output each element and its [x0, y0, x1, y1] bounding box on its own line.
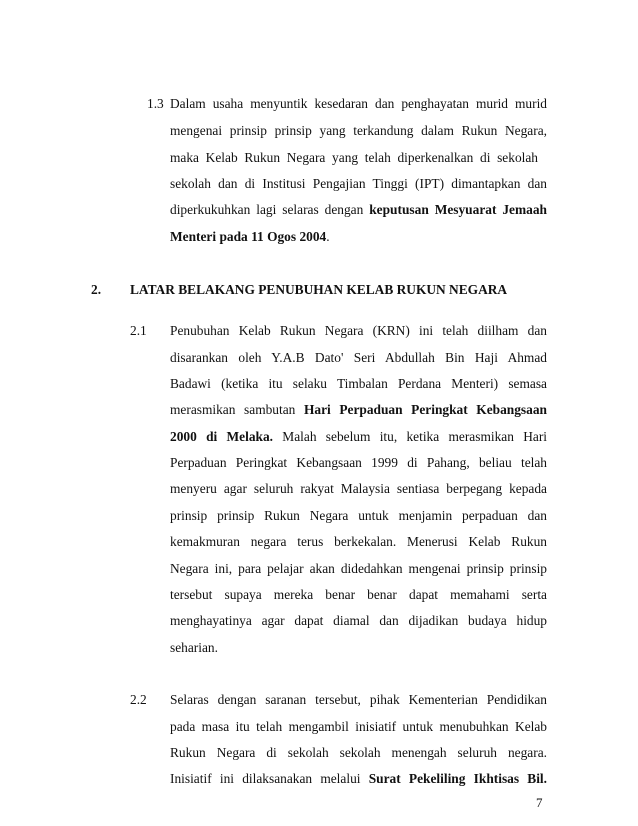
section-2-2-number: 2.2	[130, 692, 147, 707]
section-2-1-line-3: Badawi (ketika itu selaku Timbalan Perdana Menteri) semasa	[170, 376, 547, 391]
page-number: 7	[536, 795, 543, 810]
section-2-1-line-4	[170, 402, 547, 418]
section-2-1-line-10: Negara ini, para pelajar akan didedahkan mengenai prinsip prinsip	[170, 561, 547, 576]
line-text: Malah sebelum itu, ketika merasmikan Hari	[273, 429, 547, 444]
line-text: diperkukuhkan lagi selaras dengan	[170, 202, 370, 217]
section-1-3-line-2: mengenai prinsip prinsip yang terkandung dalam Rukun Negara,	[170, 123, 547, 138]
section-2-2-line-4	[170, 771, 547, 787]
section-2-1-line-11: tersebut supaya mereka benar benar dapat memahami serta	[170, 587, 547, 602]
bold-text: Surat Pekeliling Ikhtisas Bil.	[368, 771, 547, 786]
section-2-1-number: 2.1	[130, 323, 147, 338]
bold-text: Menteri pada 11 Ogos 2004	[170, 229, 327, 244]
section-2-1-line-7: menyeru agar seluruh rakyat Malaysia sentiasa berpegang kepada	[170, 481, 547, 496]
section-2-1-line-2: disarankan oleh Y.A.B Dato' Seri Abdullah Bin Haji Ahmad	[170, 350, 547, 365]
line-text: merasmikan sambutan	[170, 402, 304, 417]
line-text: Inisiatif ini dilaksanakan melalui	[170, 771, 369, 786]
section-2-heading: LATAR BELAKANG PENUBUHAN KELAB RUKUN NEGARA	[130, 282, 508, 297]
section-1-3-number: 1.3	[147, 96, 164, 111]
section-2-1-line-8: prinsip prinsip Rukun Negara untuk menjamin perpaduan dan	[170, 508, 547, 523]
section-2-1-line-6: Perpaduan Peringkat Kebangsaan 1999 di Pahang, beliau telah	[170, 455, 547, 470]
section-2-2-line-1: Selaras dengan saranan tersebut, pihak Kementerian Pendidikan	[170, 692, 547, 707]
section-1-3-line-5	[170, 202, 547, 218]
section-2-1-line-1: Penubuhan Kelab Rukun Negara (KRN) ini telah diilham dan	[170, 323, 547, 338]
section-1-3-line-1: Dalam usaha menyuntik kesedaran dan penghayatan murid murid	[170, 96, 547, 111]
section-2-2-line-3: Rukun Negara di sekolah sekolah menengah seluruh negara.	[170, 745, 547, 760]
section-1-3-line-4: sekolah dan di Institusi Pengajian Tinggi (IPT) dimantapkan dan	[170, 176, 547, 191]
section-2-1-line-5	[170, 429, 547, 445]
bold-text: 2000 di Melaka.	[170, 429, 274, 444]
section-2-number: 2.	[91, 282, 102, 297]
bold-text: keputusan Mesyuarat Jemaah	[369, 202, 547, 217]
section-2-1-line-9: kemakmuran negara terus berkekalan. Menerusi Kelab Rukun	[170, 534, 547, 549]
section-1-3-line-3: maka Kelab Rukun Negara yang telah diperkenalkan di sekolah	[170, 150, 538, 165]
section-2-2-line-2: pada masa itu telah mengambil inisiatif untuk menubuhkan Kelab	[170, 719, 547, 734]
bold-text: Hari Perpaduan Peringkat Kebangsaan	[303, 402, 547, 417]
section-2-1-line-13: seharian.	[170, 640, 218, 655]
line-text: .	[326, 229, 330, 244]
section-2-1-line-12: menghayatinya agar dapat diamal dan dijadikan budaya hidup	[170, 613, 547, 628]
section-1-3-line-6	[170, 229, 330, 245]
